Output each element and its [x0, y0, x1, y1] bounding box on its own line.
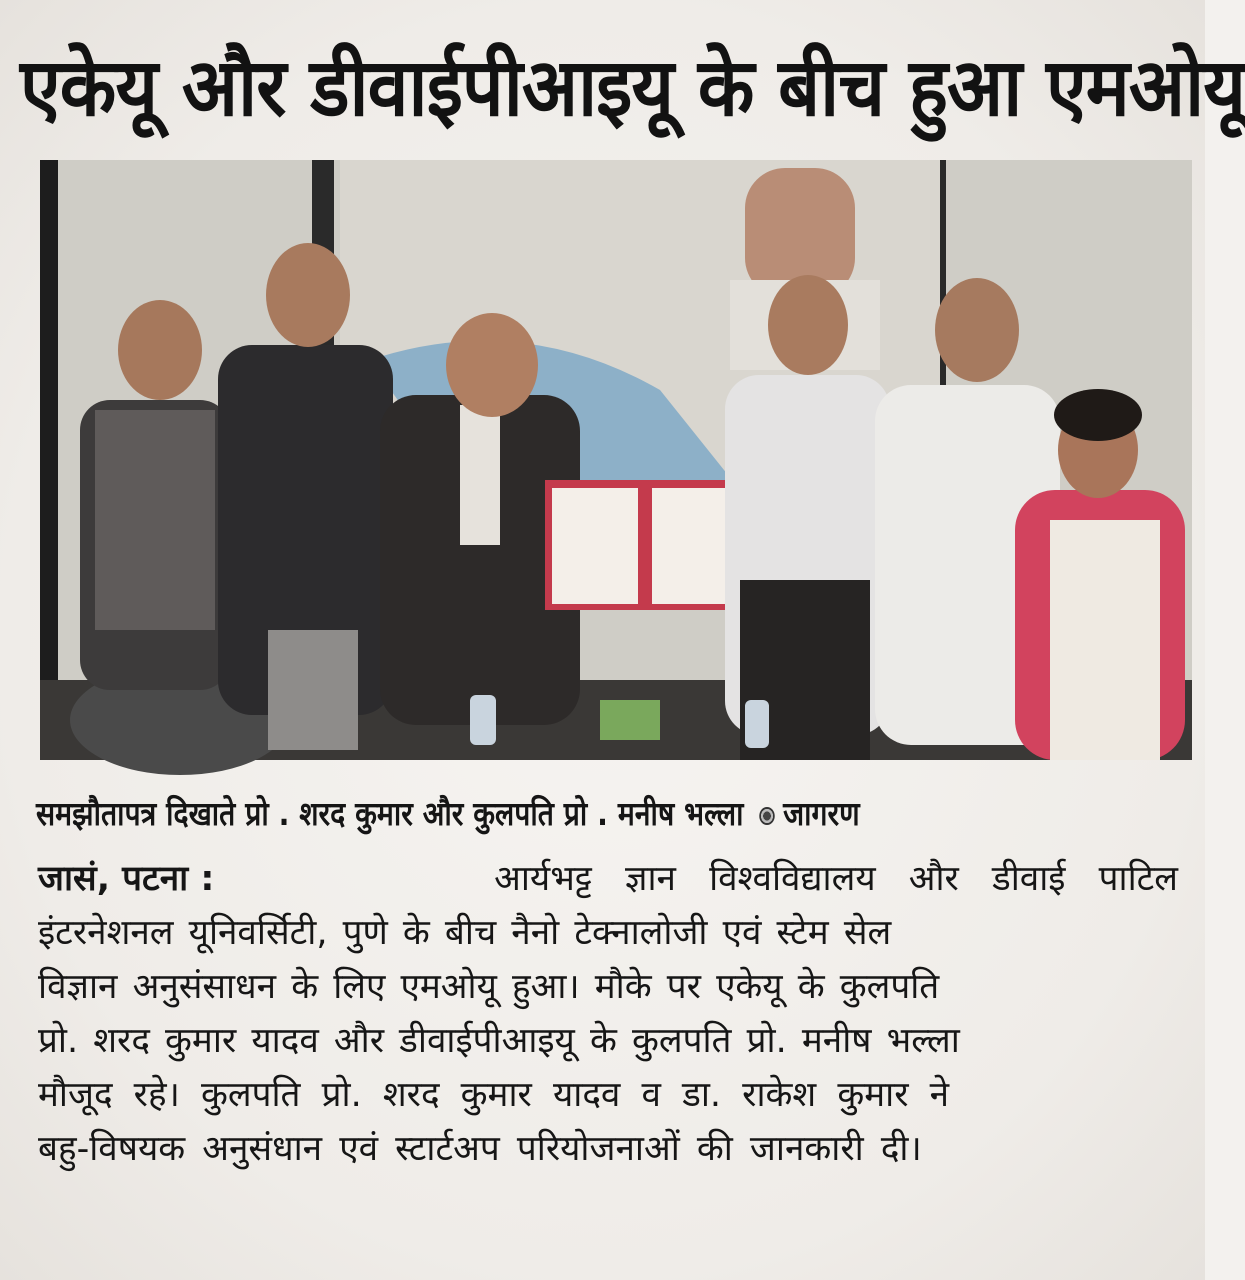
news-photo — [40, 160, 1192, 760]
article-line-text: मौजूद रहे। कुलपति प्रो. शरद कुमार यादव व डा. राकेश कुमार ने — [38, 1075, 950, 1115]
flower-arrangement — [600, 700, 660, 740]
article-line — [38, 906, 1178, 960]
document-folders — [545, 480, 750, 610]
headline: एकेयू और डीवाईपीआइयू के बीच हुआ एमओयू — [20, 41, 1245, 134]
article-line-text: इंटरनेशनल यूनिवर्सिटी, पुणे के बीच नैनो टेक्नालोजी एवं स्टेम सेल — [38, 913, 892, 953]
photo-illustration — [40, 160, 1192, 760]
article-line — [38, 1122, 1178, 1176]
article-body — [38, 852, 1178, 1232]
water-bottle — [470, 695, 496, 745]
caption-text: समझौतापत्र दिखाते प्रो . शरद कुमार और कुलपति प्रो . मनीष भल्ला — [36, 794, 744, 833]
credit-bullet-icon — [759, 807, 774, 825]
dateline: जासं, पटना : — [38, 859, 215, 899]
article-line — [38, 852, 1178, 906]
article-line — [38, 960, 1178, 1014]
pillar-left — [40, 160, 58, 760]
photo-caption — [36, 790, 1025, 838]
photo-credit: जागरण — [783, 794, 860, 833]
article-line-text: बहु-विषयक अनुसंधान एवं स्टार्टअप परियोजनाओं की जानकारी दी। — [38, 1129, 922, 1169]
article-line — [38, 1068, 1178, 1122]
water-bottle-2 — [745, 700, 769, 748]
article-line-text: आर्यभट्ट ज्ञान विश्वविद्यालय और डीवाई पाटिल — [494, 859, 1178, 899]
article-line — [38, 1014, 1178, 1068]
article-line-text: विज्ञान अनुसंसाधन के लिए एमओयू हुआ। मौके पर एकेयू के कुलपति — [38, 967, 940, 1007]
article-line-text: प्रो. शरद कुमार यादव और डीवाईपीआइयू के कुलपति प्रो. मनीष भल्ला — [38, 1021, 960, 1061]
